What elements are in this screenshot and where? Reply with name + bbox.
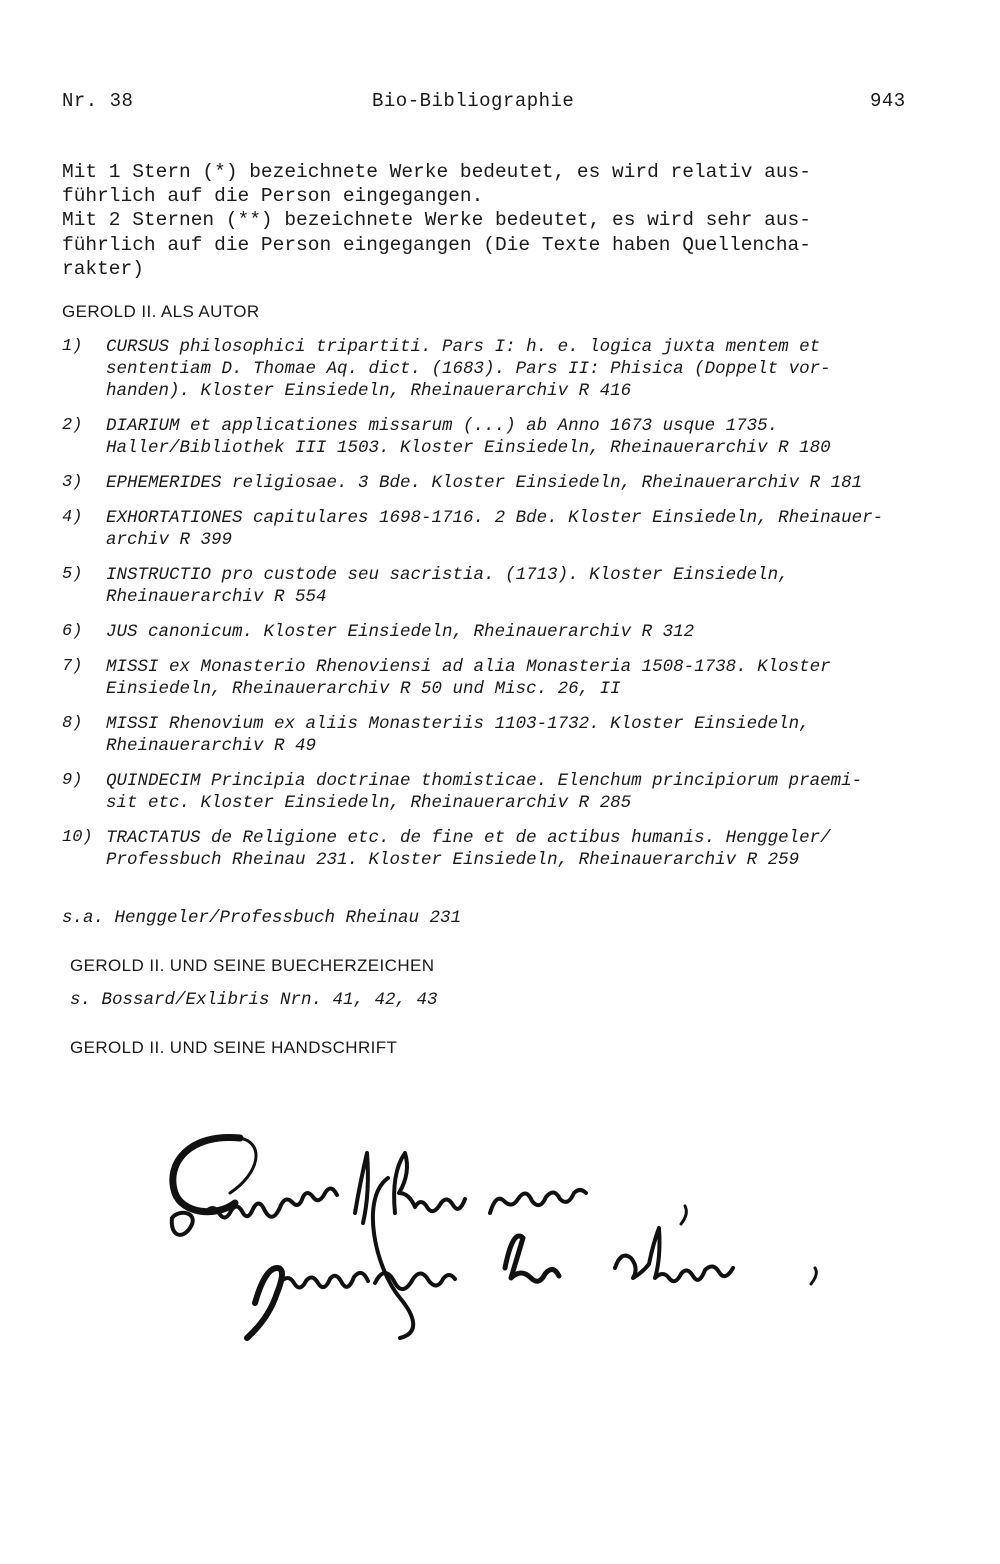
entry-line: Rheinauerarchiv R 49 bbox=[106, 736, 317, 756]
entry-line: TRACTATUS de Religione etc. de fine et de actibus humanis. Henggeler/ bbox=[106, 828, 831, 848]
entry-number: 8) bbox=[62, 714, 83, 733]
entry-line: MISSI ex Monasterio Rhenoviensi ad alia Monasteria 1508-1738. Kloster bbox=[106, 657, 831, 677]
intro-line: führlich auf die Person eingegangen. bbox=[62, 185, 484, 208]
bibliography-entry bbox=[62, 472, 942, 494]
page-header-title: Bio-Bibliographie bbox=[372, 90, 575, 112]
bibliography-entry bbox=[62, 621, 942, 643]
entry-number: 6) bbox=[62, 622, 83, 641]
entry-line: QUINDECIM Principia doctrinae thomisticae. Elenchum principiorum praemi- bbox=[106, 771, 863, 791]
intro-line: Mit 2 Sternen (**) bezeichnete Werke bedeutet, es wird sehr aus- bbox=[62, 209, 811, 232]
entry-number: 1) bbox=[62, 337, 83, 356]
entry-number: 2) bbox=[62, 416, 83, 435]
intro-line: führlich auf die Person eingegangen (Die Texte haben Quellencha- bbox=[62, 233, 811, 256]
bibliography-entry bbox=[62, 564, 942, 608]
bibliography-entry bbox=[62, 827, 942, 871]
bibliography-entry bbox=[62, 656, 942, 700]
entry-number: 4) bbox=[62, 508, 83, 527]
entry-line: EXHORTATIONES capitulares 1698-1716. 2 Bde. Kloster Einsiedeln, Rheinauer- bbox=[106, 508, 884, 528]
bibliography-list bbox=[62, 336, 942, 884]
entry-line: EPHEMERIDES religiosae. 3 Bde. Kloster Einsiedeln, Rheinauerarchiv R 181 bbox=[106, 473, 863, 493]
entry-number: 10) bbox=[62, 828, 93, 847]
section-heading-handwriting: GEROLD II. UND SEINE HANDSCHRIFT bbox=[70, 1038, 398, 1057]
section-heading-bookplates: GEROLD II. UND SEINE BUECHERZEICHEN bbox=[70, 956, 435, 975]
entry-number: 3) bbox=[62, 473, 83, 492]
see-also-reference: s.a. Henggeler/Professbuch Rheinau 231 bbox=[62, 908, 462, 928]
intro-line: Mit 1 Stern (*) bezeichnete Werke bedeutet, es wird relativ aus- bbox=[62, 161, 811, 183]
entry-line: Einsiedeln, Rheinauerarchiv R 50 und Misc. 26, II bbox=[106, 679, 621, 699]
bibliography-entry bbox=[62, 336, 942, 402]
entry-line: INSTRUCTIO pro custode seu sacristia. (1713). Kloster Einsiedeln, bbox=[106, 565, 789, 585]
entry-number: 7) bbox=[62, 657, 83, 676]
intro-paragraph bbox=[62, 160, 932, 281]
entry-line: JUS canonicum. Kloster Einsiedeln, Rheinauerarchiv R 312 bbox=[106, 622, 695, 642]
entry-line: Rheinauerarchiv R 554 bbox=[106, 587, 327, 607]
entry-line: MISSI Rhenovium ex aliis Monasteriis 1103-1732. Kloster Einsiedeln, bbox=[106, 714, 810, 734]
bibliography-entry bbox=[62, 713, 942, 757]
page-section-number: Nr. 38 bbox=[62, 90, 134, 112]
entry-line: Professbuch Rheinau 231. Kloster Einsiedeln, Rheinauerarchiv R 259 bbox=[106, 850, 800, 870]
entry-line: archiv R 399 bbox=[106, 530, 233, 550]
entry-line: DIARIUM et applicationes missarum (...) ab Anno 1673 usque 1735. bbox=[106, 416, 779, 436]
bibliography-entry bbox=[62, 415, 942, 459]
page-number: 943 bbox=[870, 90, 906, 112]
entry-line: Haller/Bibliothek III 1503. Kloster Einsiedeln, Rheinauerarchiv R 180 bbox=[106, 438, 831, 458]
bibliography-entry bbox=[62, 507, 942, 551]
bibliography-entry bbox=[62, 770, 942, 814]
entry-line: sit etc. Kloster Einsiedeln, Rheinauerarchiv R 285 bbox=[106, 793, 632, 813]
section-heading-author: GEROLD II. ALS AUTOR bbox=[62, 302, 260, 321]
intro-line: rakter) bbox=[62, 257, 144, 280]
entry-line: CURSUS philosophici tripartiti. Pars I: h. e. logica juxta mentem et bbox=[106, 337, 821, 357]
entry-number: 5) bbox=[62, 565, 83, 584]
entry-number: 9) bbox=[62, 771, 83, 790]
handwriting-sample-image bbox=[160, 1118, 840, 1348]
entry-line: sententiam D. Thomae Aq. dict. (1683). Pars II: Phisica (Doppelt vor- bbox=[106, 359, 831, 379]
bookplates-reference: s. Bossard/Exlibris Nrn. 41, 42, 43 bbox=[70, 990, 438, 1010]
entry-line: handen). Kloster Einsiedeln, Rheinauerarchiv R 416 bbox=[106, 381, 632, 401]
